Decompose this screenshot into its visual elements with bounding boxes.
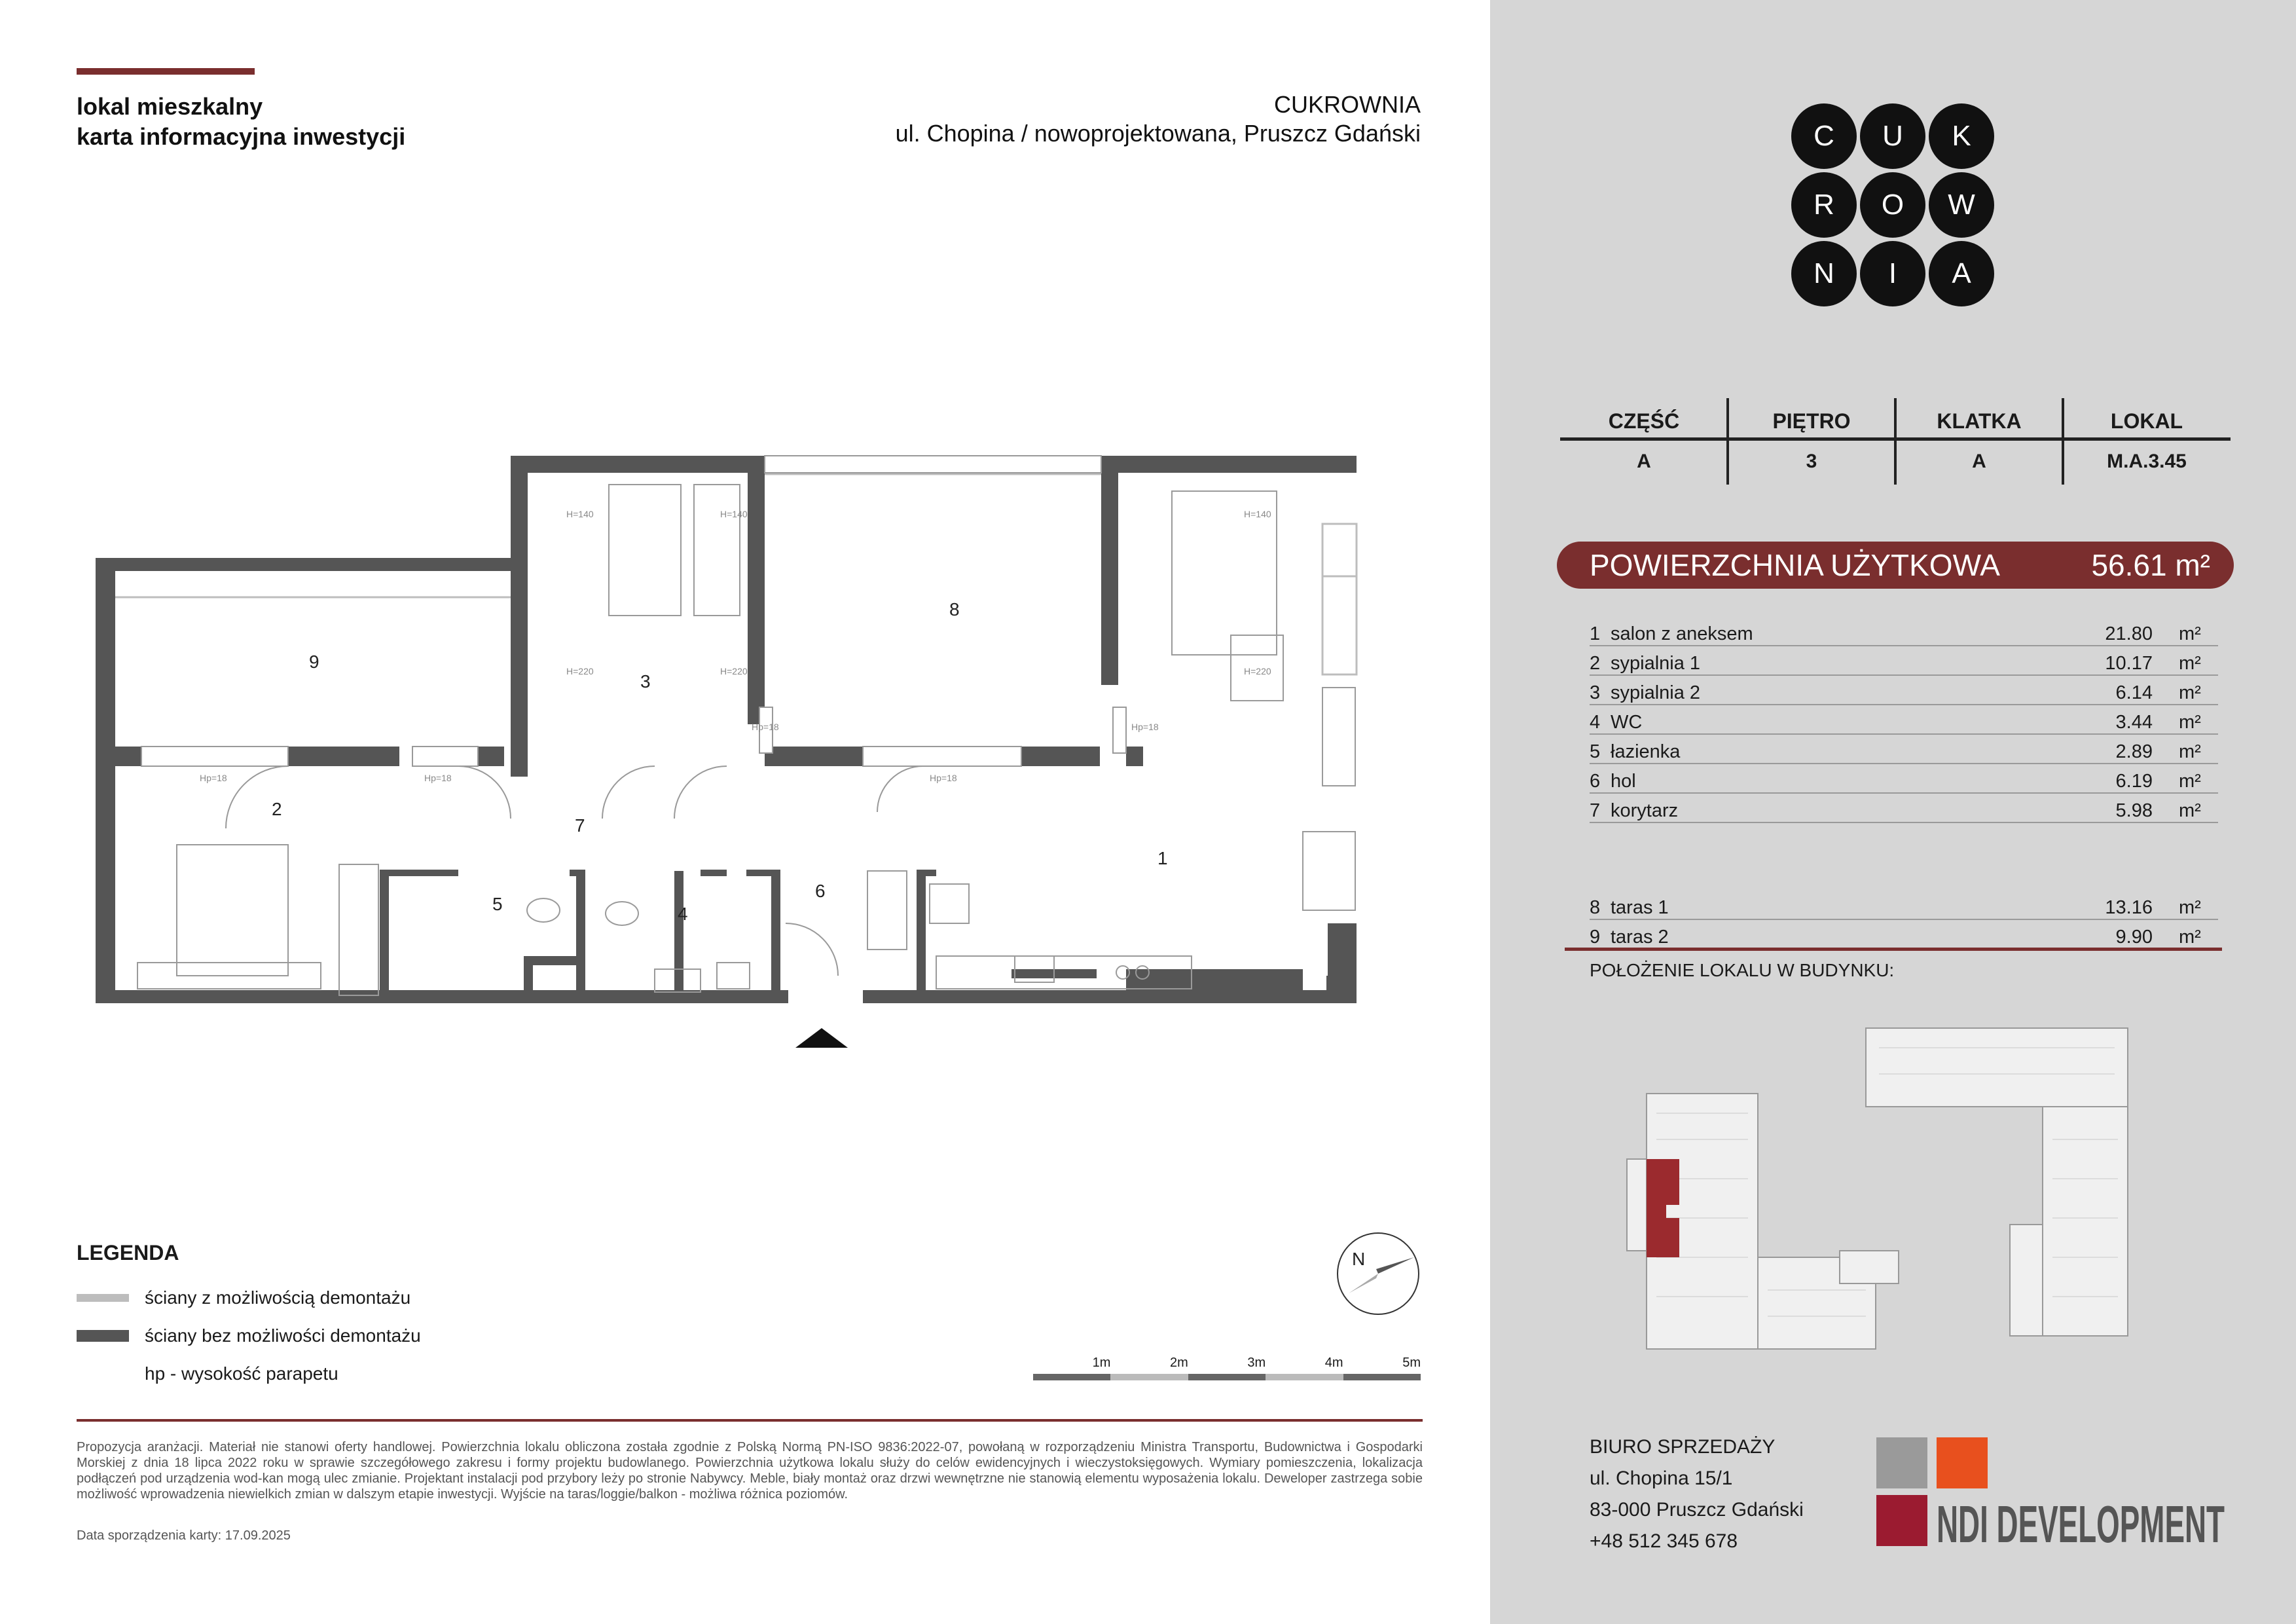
- wall: [96, 558, 115, 1003]
- legend-label: ściany z możliwością demontażu: [145, 1287, 411, 1308]
- info-value-part: A: [1637, 451, 1651, 472]
- logo-letter: I: [1860, 241, 1925, 306]
- room-number: 8: [949, 599, 960, 619]
- rooms-list: [1590, 617, 2218, 823]
- room-number: 2: [272, 799, 282, 819]
- legend-swatch-dark: [77, 1330, 129, 1342]
- wall: [115, 747, 141, 766]
- wall: [1126, 969, 1303, 1003]
- title-line-2: karta informacyjna inwestycji: [77, 123, 406, 150]
- room-row: 6 hol 6.19 m²: [1590, 764, 2218, 794]
- logo-letter: C: [1791, 103, 1857, 169]
- terrace-row: 9 taras 2 9.90 m²: [1590, 927, 2201, 948]
- parapet-label: Hp=18: [930, 773, 957, 783]
- wall: [765, 747, 863, 766]
- scale-label: 1m: [1092, 1356, 1111, 1370]
- terraces-rule: [1565, 948, 2222, 951]
- room-number: 1: [1157, 848, 1168, 868]
- room-row: 1 salon z aneksem 21.80 m²: [1590, 617, 2218, 646]
- room-number: 3: [640, 671, 651, 692]
- parapet-label: Hp=18: [1131, 722, 1159, 732]
- height-label: H=140: [1244, 509, 1271, 519]
- room-number: 5: [492, 894, 503, 914]
- unit-info-table: [1560, 398, 2231, 485]
- room-row: 2 sypialnia 1 10.17 m²: [1590, 646, 2218, 676]
- scale-label: 2m: [1170, 1356, 1188, 1370]
- logo-letter: W: [1929, 172, 1994, 238]
- wall: [1326, 976, 1357, 1003]
- developer-name: NDI DEVELOPMENT: [1937, 1495, 2225, 1549]
- wall: [701, 870, 727, 876]
- room-row: 7 korytarz 5.98 m²: [1590, 794, 2218, 823]
- height-label: H=220: [720, 666, 748, 676]
- info-value-unit: M.A.3.45: [2107, 451, 2187, 472]
- wall: [511, 456, 528, 777]
- wall: [288, 747, 399, 766]
- wall: [524, 956, 533, 1002]
- usable-area-banner: [1557, 542, 2234, 589]
- legend-label: hp - wysokość parapetu: [145, 1363, 338, 1384]
- project-info: [896, 90, 1421, 148]
- wall: [380, 871, 389, 1002]
- wall: [1126, 747, 1143, 766]
- card-date: Data sporządzenia karty: 17.09.2025: [77, 1528, 291, 1543]
- bed-room-3: [609, 485, 681, 616]
- height-label: H=220: [566, 666, 594, 676]
- building-location-map: [1617, 1008, 2160, 1362]
- sales-office-phone[interactable]: +48 512 345 678: [1590, 1530, 1738, 1552]
- wall: [511, 456, 765, 473]
- room-row: 4 WC 3.44 m²: [1590, 705, 2218, 735]
- terraces-list: [1590, 891, 2218, 948]
- legend-item: [77, 1287, 410, 1308]
- legend-swatch-light: [77, 1294, 129, 1302]
- wall: [478, 747, 504, 766]
- project-name: CUKROWNIA: [1274, 91, 1421, 118]
- legend-item: [77, 1325, 421, 1346]
- title-line-1: lokal mieszkalny: [77, 93, 263, 120]
- scale-label: 3m: [1247, 1356, 1266, 1370]
- wall: [576, 871, 585, 1002]
- room-number: 7: [575, 815, 585, 836]
- scale-label: 4m: [1324, 1356, 1343, 1370]
- info-value-staircase: A: [1972, 451, 1986, 472]
- legend-title: LEGENDA: [77, 1241, 179, 1264]
- scale-bar: [1033, 1356, 1421, 1380]
- wall: [771, 871, 780, 1002]
- usable-area-label: POWIERZCHNIA UŻYTKOWA: [1590, 548, 2000, 582]
- entrance-arrow: [795, 1028, 848, 1048]
- disclaimer-text: Propozycja aranżacji. Materiał nie stanowi oferty handlowej. Powierzchnia lokalu obliczona została zgodnie z Polską Normą PN-ISO 9836:2022-07, powołaną w rozporządzeniu Ministra Transportu, Budownictwa i Gospodarki Morskiej z dnia 18 lipca 2022 roku w sprawie szczegółowego zakresu i formy projektu budowlanego. Powierzchnia użytkowa lokalu służy do celów ewidencyjnych i wieczystoksięgowych. Wymiary pomieszczenia, lokalizacja podłączeń pod urządzenia wod-kan mogą ulec zmianie. Projektant instalacji pod przybory leży po stronie Nabywcy. Meble, biały montaż oraz drzwi wewnętrzne nie stanowią elementu wyposażenia lokalu. Deweloper zastrzega sobie możliwość wprowadzenia niewielkich zmian w dalszym etapie inwestycji. Wyjście na taras/loggie/balkon - możliwa różnica poziomów.: [77, 1440, 1423, 1502]
- sales-office-city: 83-000 Pruszcz Gdański: [1590, 1499, 1804, 1521]
- info-header-part: CZĘŚĆ: [1608, 409, 1680, 433]
- info-header-unit: LOKAL: [2110, 409, 2183, 433]
- wall: [380, 870, 458, 876]
- height-label: H=220: [1244, 666, 1271, 676]
- sales-office-title: BIURO SPRZEDAŻY: [1590, 1436, 1776, 1458]
- wall: [746, 870, 780, 876]
- room-number: 4: [678, 904, 688, 924]
- parapet-label: Hp=18: [752, 722, 779, 732]
- wall: [917, 870, 936, 876]
- wall: [96, 558, 521, 571]
- room-number: 6: [815, 881, 826, 901]
- wall: [748, 456, 765, 724]
- logo-letter: O: [1860, 172, 1925, 238]
- logo-letter: R: [1791, 172, 1857, 238]
- svg-text:N: N: [1352, 1249, 1366, 1269]
- document-title: [77, 92, 405, 152]
- wall: [570, 870, 585, 876]
- compass-icon: [1329, 1225, 1427, 1323]
- footer-rule: [77, 1419, 1423, 1422]
- info-header-floor: PIĘTRO: [1772, 409, 1851, 433]
- terrace-row: 8 taras 1 13.16 m²: [1590, 891, 2218, 920]
- logo-letter: U: [1860, 103, 1925, 169]
- parapet-label: Hp=18: [424, 773, 452, 783]
- info-value-floor: 3: [1806, 451, 1817, 472]
- location-title: POŁOŻENIE LOKALU W BUDYNKU:: [1590, 960, 1895, 980]
- scale-label: 5m: [1402, 1356, 1421, 1370]
- wall: [1101, 456, 1357, 473]
- height-label: H=140: [720, 509, 748, 519]
- info-rule: [1560, 437, 2231, 441]
- logo-letter: A: [1929, 241, 1994, 306]
- parapet-label: Hp=18: [200, 773, 227, 783]
- dining-table: [1303, 832, 1355, 910]
- legend-item: [77, 1363, 338, 1384]
- height-label: H=140: [566, 509, 594, 519]
- wall: [674, 871, 683, 1002]
- room-row: 5 łazienka 2.89 m²: [1590, 735, 2218, 764]
- usable-area-value: 56.61 m²: [2091, 548, 2210, 582]
- sales-office-street: ul. Chopina 15/1: [1590, 1467, 1733, 1489]
- floor-plan: [92, 452, 1394, 1061]
- wall: [1021, 747, 1100, 766]
- cukrownia-logo: [1791, 103, 2001, 313]
- logo-letter: K: [1929, 103, 1994, 169]
- info-header-staircase: KLATKA: [1937, 409, 2022, 433]
- bed-room-2: [177, 845, 288, 976]
- ndi-development-logo: [1876, 1437, 2230, 1549]
- room-number: 9: [309, 652, 319, 672]
- wall: [1101, 456, 1118, 685]
- logo-letter: N: [1791, 241, 1857, 306]
- legend-label: ściany bez możliwości demontażu: [145, 1325, 421, 1346]
- header-accent-bar: [77, 68, 255, 75]
- sales-office: [1590, 1431, 1804, 1557]
- room-row: 3 sypialnia 2 6.14 m²: [1590, 676, 2218, 705]
- project-address: ul. Chopina / nowoprojektowana, Pruszcz Gdański: [895, 120, 1421, 147]
- wall: [917, 871, 926, 1002]
